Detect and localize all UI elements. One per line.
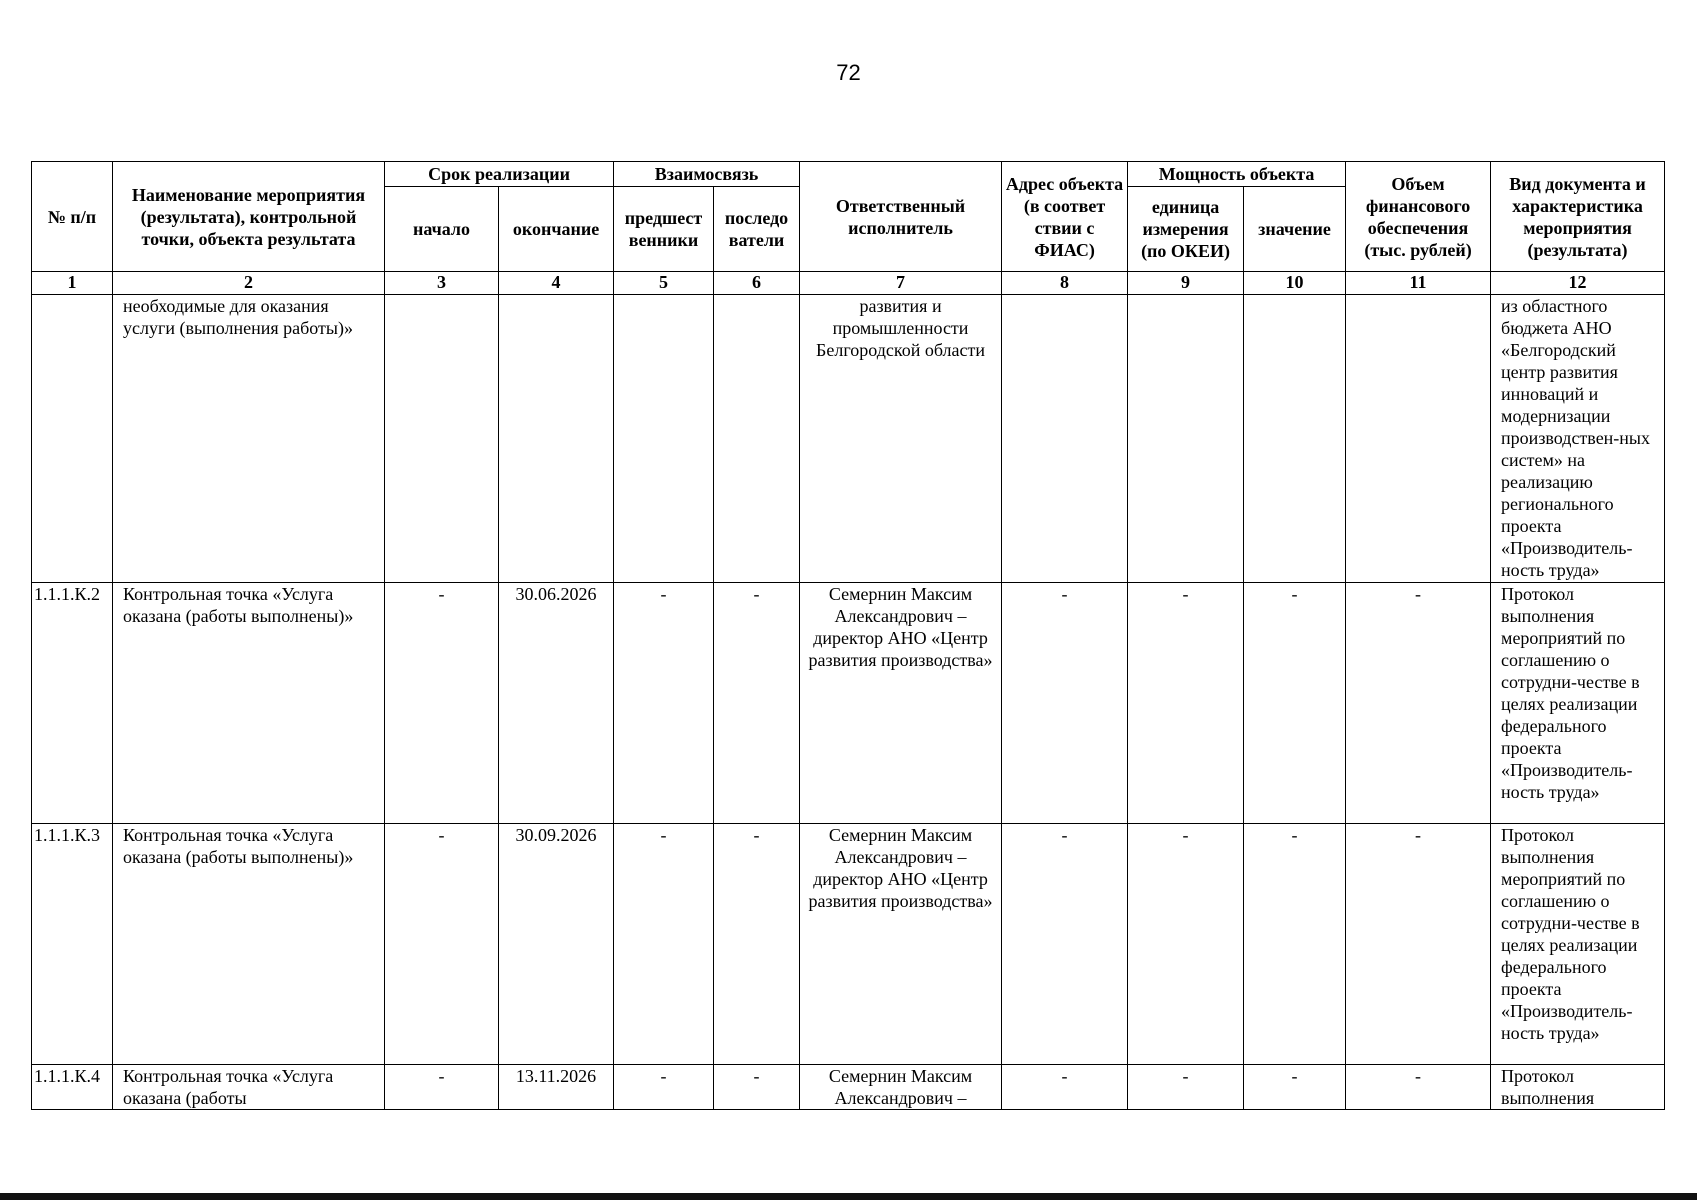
column-number: 1 [32,272,113,295]
header-executor: Ответственный исполнитель [800,162,1002,272]
column-numbers-row [32,272,1665,295]
column-number: 9 [1128,272,1244,295]
row-end [499,295,614,583]
row-executor: Семернин Максим Александрович – директор АНО «Центр развития производства» [800,583,1002,824]
column-number: 6 [714,272,800,295]
row-finance [1346,295,1491,583]
row-finance: - [1346,1065,1491,1110]
row-unit: - [1128,824,1244,1065]
header-value: значение [1244,187,1346,272]
row-start: - [385,1065,499,1110]
row-start: - [385,583,499,824]
column-number: 11 [1346,272,1491,295]
row-executor: развития и промышленности Белгородской области [800,295,1002,583]
row-start: - [385,824,499,1065]
schedule-table [31,161,1665,1110]
header-relation: Взаимосвязь [614,162,800,187]
row-value: - [1244,1065,1346,1110]
header-start: начало [385,187,499,272]
row-doc: из областного бюджета АНО «Белгородский центр развития инноваций и модернизации производствен-ных систем» на реализацию регионального проекта «Производитель-ность труда» [1491,295,1665,583]
row-value: - [1244,583,1346,824]
column-number: 3 [385,272,499,295]
row-name: Контрольная точка «Услуга оказана (работы выполнены)» [113,583,385,824]
row-value [1244,295,1346,583]
scan-edge-bar [0,1193,1697,1200]
column-number: 5 [614,272,714,295]
column-number: 4 [499,272,614,295]
row-predecessors: - [614,583,714,824]
row-value: - [1244,824,1346,1065]
row-doc: Протокол выполнения мероприятий по соглашению о сотрудни-честве в целях реализации федерального проекта «Производитель-ность труда» [1491,824,1665,1065]
row-doc: Протокол выполнения мероприятий по соглашению о сотрудни-честве в целях реализации федерального проекта «Производитель-ность труда» [1491,583,1665,824]
row-executor: Семернин Максим Александрович – директор АНО «Центр развития производства» [800,824,1002,1065]
row-start [385,295,499,583]
column-number: 10 [1244,272,1346,295]
page-number: 72 [836,60,861,85]
table-row [32,295,1665,583]
row-address: - [1002,1065,1128,1110]
row-name: Контрольная точка «Услуга оказана (работы [113,1065,385,1110]
row-executor: Семернин Максим Александрович – [800,1065,1002,1110]
row-name: необходимые для оказания услуги (выполнения работы)» [113,295,385,583]
row-unit [1128,295,1244,583]
column-number: 2 [113,272,385,295]
row-successors: - [714,1065,800,1110]
header-successors: последо ватели [714,187,800,272]
row-doc: Протокол выполнения [1491,1065,1665,1110]
row-predecessors [614,295,714,583]
row-end: 30.09.2026 [499,824,614,1065]
header-unit: единица измерения (по ОКЕИ) [1128,187,1244,272]
row-id: 1.1.1.К.2 [32,583,113,824]
column-number: 8 [1002,272,1128,295]
column-number: 12 [1491,272,1665,295]
table-row [32,583,1665,824]
row-finance: - [1346,824,1491,1065]
row-predecessors: - [614,824,714,1065]
header-num: № п/п [32,162,113,272]
header-name: Наименование мероприятия (результата), контрольной точки, объекта результата [113,162,385,272]
row-finance: - [1346,583,1491,824]
header-predecessors: предшест венники [614,187,714,272]
column-number: 7 [800,272,1002,295]
row-end: 30.06.2026 [499,583,614,824]
row-id [32,295,113,583]
row-successors: - [714,583,800,824]
header-doc: Вид документа и характеристика мероприятия (результата) [1491,162,1665,272]
table-row [32,1065,1665,1110]
header-end: окончание [499,187,614,272]
table-row [32,824,1665,1065]
row-successors: - [714,824,800,1065]
row-id: 1.1.1.К.3 [32,824,113,1065]
row-address: - [1002,583,1128,824]
row-unit: - [1128,583,1244,824]
row-id: 1.1.1.К.4 [32,1065,113,1110]
row-address [1002,295,1128,583]
row-name: Контрольная точка «Услуга оказана (работы выполнены)» [113,824,385,1065]
row-end: 13.11.2026 [499,1065,614,1110]
row-address: - [1002,824,1128,1065]
row-successors [714,295,800,583]
header-address: Адрес объекта (в соответ ствии с ФИАС) [1002,162,1128,272]
header-finance: Объем финансового обеспечения (тыс. рублей) [1346,162,1491,272]
row-unit: - [1128,1065,1244,1110]
row-predecessors: - [614,1065,714,1110]
header-period: Срок реализации [385,162,614,187]
header-capacity: Мощность объекта [1128,162,1346,187]
